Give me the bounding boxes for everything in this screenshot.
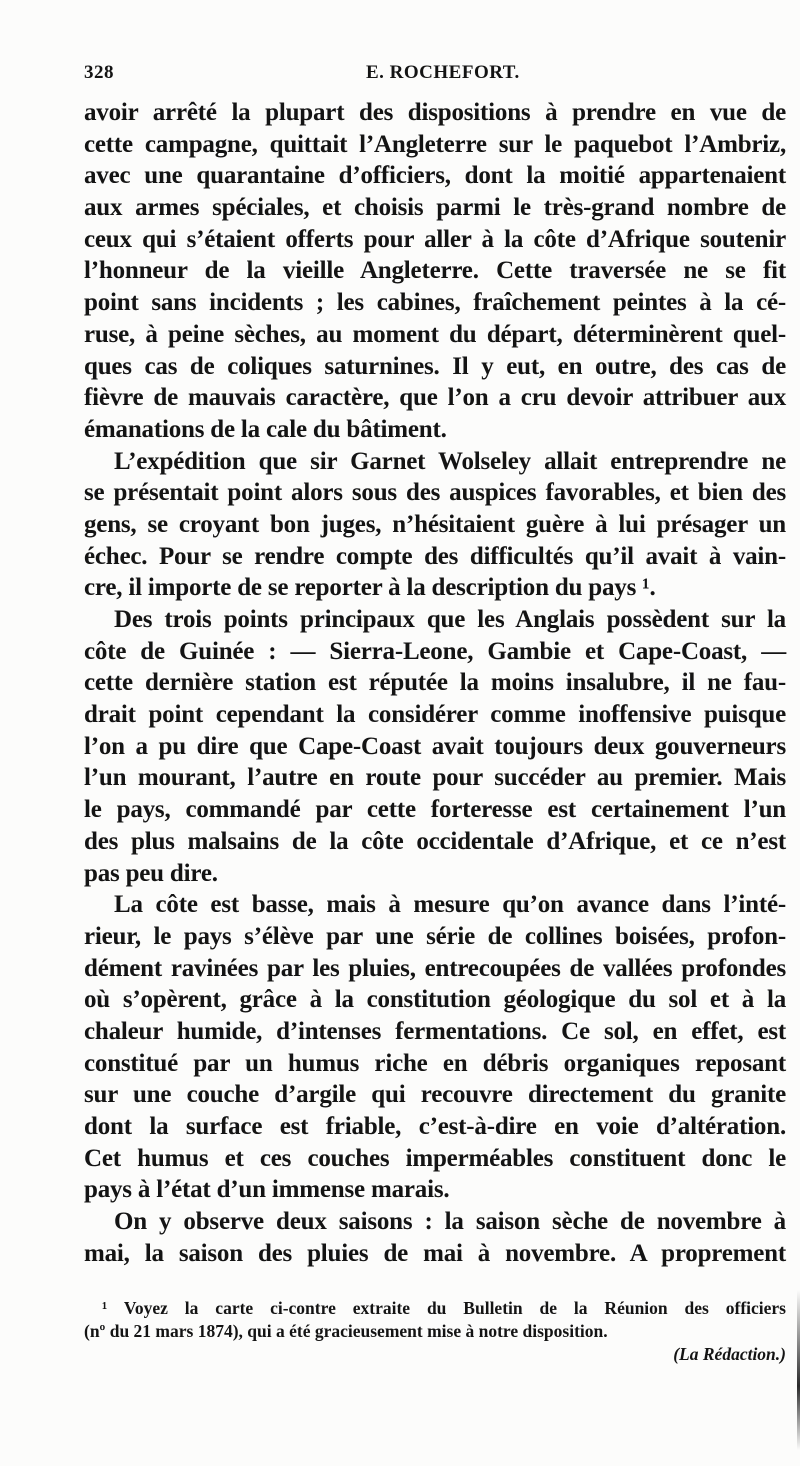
page-header — [84, 62, 784, 86]
text-line: dont la surface est friable, c’est-à-dire en voie d’altération. — [84, 1113, 786, 1140]
footnote-line: (nº du 21 mars 1874), qui a été gracieusement mise à notre disposition. — [84, 1321, 608, 1341]
text-line: ques cas de coliques saturnines. Il y eut, en outre, des cas de — [84, 352, 786, 380]
text-line: échec. Pour se rendre compte des difficultés qu’il avait à vain- — [84, 542, 786, 570]
footnote-signature: (La Rédaction.) — [673, 1344, 786, 1364]
text-line: où s’opèrent, grâce à la constitution géologique du sol et à la — [84, 986, 786, 1014]
text-line: sur une couche d’argile qui recouvre directement du granite — [84, 1081, 786, 1109]
text-line: cre, il importe de se reporter à la description du pays ¹. — [84, 574, 656, 602]
footnote — [84, 1297, 786, 1366]
body-text — [84, 97, 786, 1269]
text-line: L’expédition que sir Garnet Wolseley allait entreprendre ne — [114, 447, 786, 475]
text-line: fièvre de mauvais caractère, que l’on a cru devoir attribuer aux — [84, 384, 786, 412]
text-line: avec une quarantaine d’officiers, dont la moitié appartenaient — [84, 162, 786, 190]
text-line: ruse, à peine sèches, au moment du départ, déterminèrent quel- — [84, 320, 786, 348]
text-line: cette dernière station est réputée la moins insalubre, il ne fau- — [84, 669, 786, 697]
text-line: Cet humus et ces couches imperméables constituent donc le — [84, 1144, 786, 1172]
text-line: des plus malsains de la côte occidentale d’Afrique, et ce n’est — [84, 827, 786, 855]
running-head: E. ROCHEFORT. — [366, 62, 520, 83]
text-line: émanations de la cale du bâtiment. — [84, 415, 447, 443]
text-line: se présentait point alors sous des auspices favorables, et bien des — [84, 479, 786, 507]
text-line: mai, la saison des pluies de mai à novembre. A proprement — [84, 1239, 786, 1267]
text-line: gens, se croyant bon juges, n’hésitaient guère à lui présager un — [84, 510, 786, 538]
text-line: aux armes spéciales, et choisis parmi le très-grand nombre de — [84, 194, 786, 222]
text-line: pas peu dire. — [84, 859, 218, 887]
text-line: Des trois points principaux que les Anglais possèdent sur la — [114, 606, 786, 633]
text-line: côte de Guinée : — Sierra-Leone, Gambie et Cape-Coast, — — [84, 637, 786, 665]
text-line: rieur, le pays s’élève par une série de collines boisées, profon- — [84, 922, 786, 950]
text-line: point sans incidents ; les cabines, fraîchement peintes à la cé- — [84, 289, 786, 317]
page-number: 328 — [84, 62, 114, 83]
text-line: l’un mourant, l’autre en route pour succéder au premier. Mais — [84, 764, 786, 792]
text-line: constitué par un humus riche en débris organiques reposant — [84, 1049, 786, 1077]
text-line: l’honneur de la vieille Angleterre. Cette traversée ne se fit — [84, 257, 786, 285]
text-line: ceux qui s’étaient offerts pour aller à la côte d’Afrique soutenir — [84, 225, 786, 253]
text-line: On y observe deux saisons : la saison sèche de novembre à — [114, 1208, 786, 1236]
footnote-line: ¹ Voyez la carte ci-contre extraite du Bulletin de la Réunion des officiers — [102, 1298, 786, 1318]
text-line: dément ravinées par les pluies, entrecoupées de vallées profondes — [84, 954, 786, 982]
text-line: pays à l’état d’un immense marais. — [84, 1176, 450, 1204]
text-line: l’on a pu dire que Cape-Coast avait toujours deux gouverneurs — [84, 732, 786, 760]
text-line: drait point cependant la considérer comme inoffensive puisque — [84, 701, 786, 729]
text-line: La côte est basse, mais à mesure qu’on avance dans l’inté- — [114, 891, 786, 919]
text-line: chaleur humide, d’intenses fermentations. Ce sol, en effet, est — [84, 1017, 786, 1045]
text-line: cette campagne, quittait l’Angleterre sur le paquebot l’Ambriz, — [84, 130, 786, 158]
text-line: le pays, commandé par cette forteresse est certainement l’un — [84, 796, 786, 824]
text-line: avoir arrêté la plupart des dispositions à prendre en vue de — [84, 99, 786, 126]
